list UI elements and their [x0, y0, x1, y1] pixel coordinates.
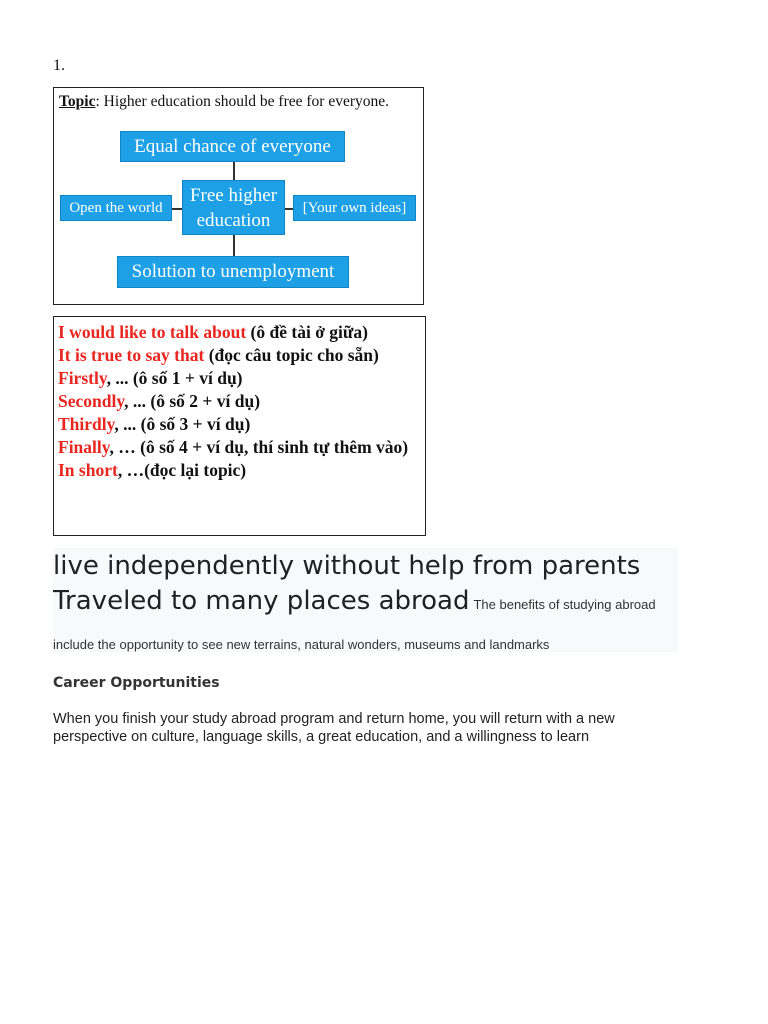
large-text-span: Traveled to many places abroad — [53, 586, 470, 616]
template-lead: Secondly — [58, 391, 125, 411]
small-text-line: include the opportunity to see new terrains, natural wonders, museums and landmarks — [53, 637, 550, 652]
template-rest: , ... (ô số 2 + ví dụ) — [124, 391, 261, 411]
template-line — [58, 436, 419, 459]
template-line — [58, 321, 419, 344]
node-unemployment: Solution to unemployment — [117, 256, 349, 288]
node-open-world: Open the world — [60, 195, 172, 221]
list-number: 1. — [53, 57, 65, 74]
template-rest: , ... (ô số 3 + ví dụ) — [114, 414, 251, 434]
template-rest: (đọc câu topic cho sẵn) — [204, 345, 379, 365]
highlighted-text-block — [53, 548, 678, 652]
node-equal-chance: Equal chance of everyone — [120, 131, 345, 162]
template-lines — [58, 321, 419, 482]
template-line — [58, 390, 419, 413]
node-center-topic: Free higher education — [182, 180, 285, 235]
connector-left — [172, 208, 182, 210]
connector-bottom — [233, 235, 235, 256]
topic-key: Topic — [59, 93, 96, 110]
large-text-line: live independently without help from parents — [53, 551, 641, 581]
inline-small-text: The benefits of studying abroad — [473, 597, 656, 612]
topic-diagram — [53, 87, 424, 305]
connector-right — [285, 208, 293, 210]
template-line — [58, 459, 419, 482]
node-own-ideas: [Your own ideas] — [293, 195, 416, 221]
template-rest: , ... (ô số 1 + ví dụ) — [106, 368, 243, 388]
template-line — [58, 367, 419, 390]
template-lead: In short — [58, 460, 118, 480]
template-lead: It is true to say that — [58, 345, 205, 365]
section-heading: Career Opportunities — [53, 675, 220, 691]
template-rest: , … (ô số 4 + ví dụ, thí sinh tự thêm vào) — [109, 437, 409, 457]
template-rest: , …(đọc lại topic) — [117, 460, 247, 480]
template-rest: (ô đề tài ở giữa) — [246, 322, 368, 342]
template-lead: I would like to talk about — [58, 322, 247, 342]
template-lead: Firstly — [58, 368, 107, 388]
template-lead: Thirdly — [58, 414, 115, 434]
large-text-line — [53, 586, 656, 616]
section-paragraph: When you finish your study abroad program and return home, you will return with a new perspective on culture, language skills, a great education, and a willingness to learn — [53, 711, 615, 745]
topic-line — [59, 93, 389, 111]
topic-text: : Higher education should be free for everyone. — [95, 93, 390, 110]
template-lead: Finally — [58, 437, 110, 457]
connector-top — [233, 162, 235, 180]
template-line — [58, 413, 419, 436]
speaking-template — [53, 316, 426, 536]
template-line — [58, 344, 419, 367]
